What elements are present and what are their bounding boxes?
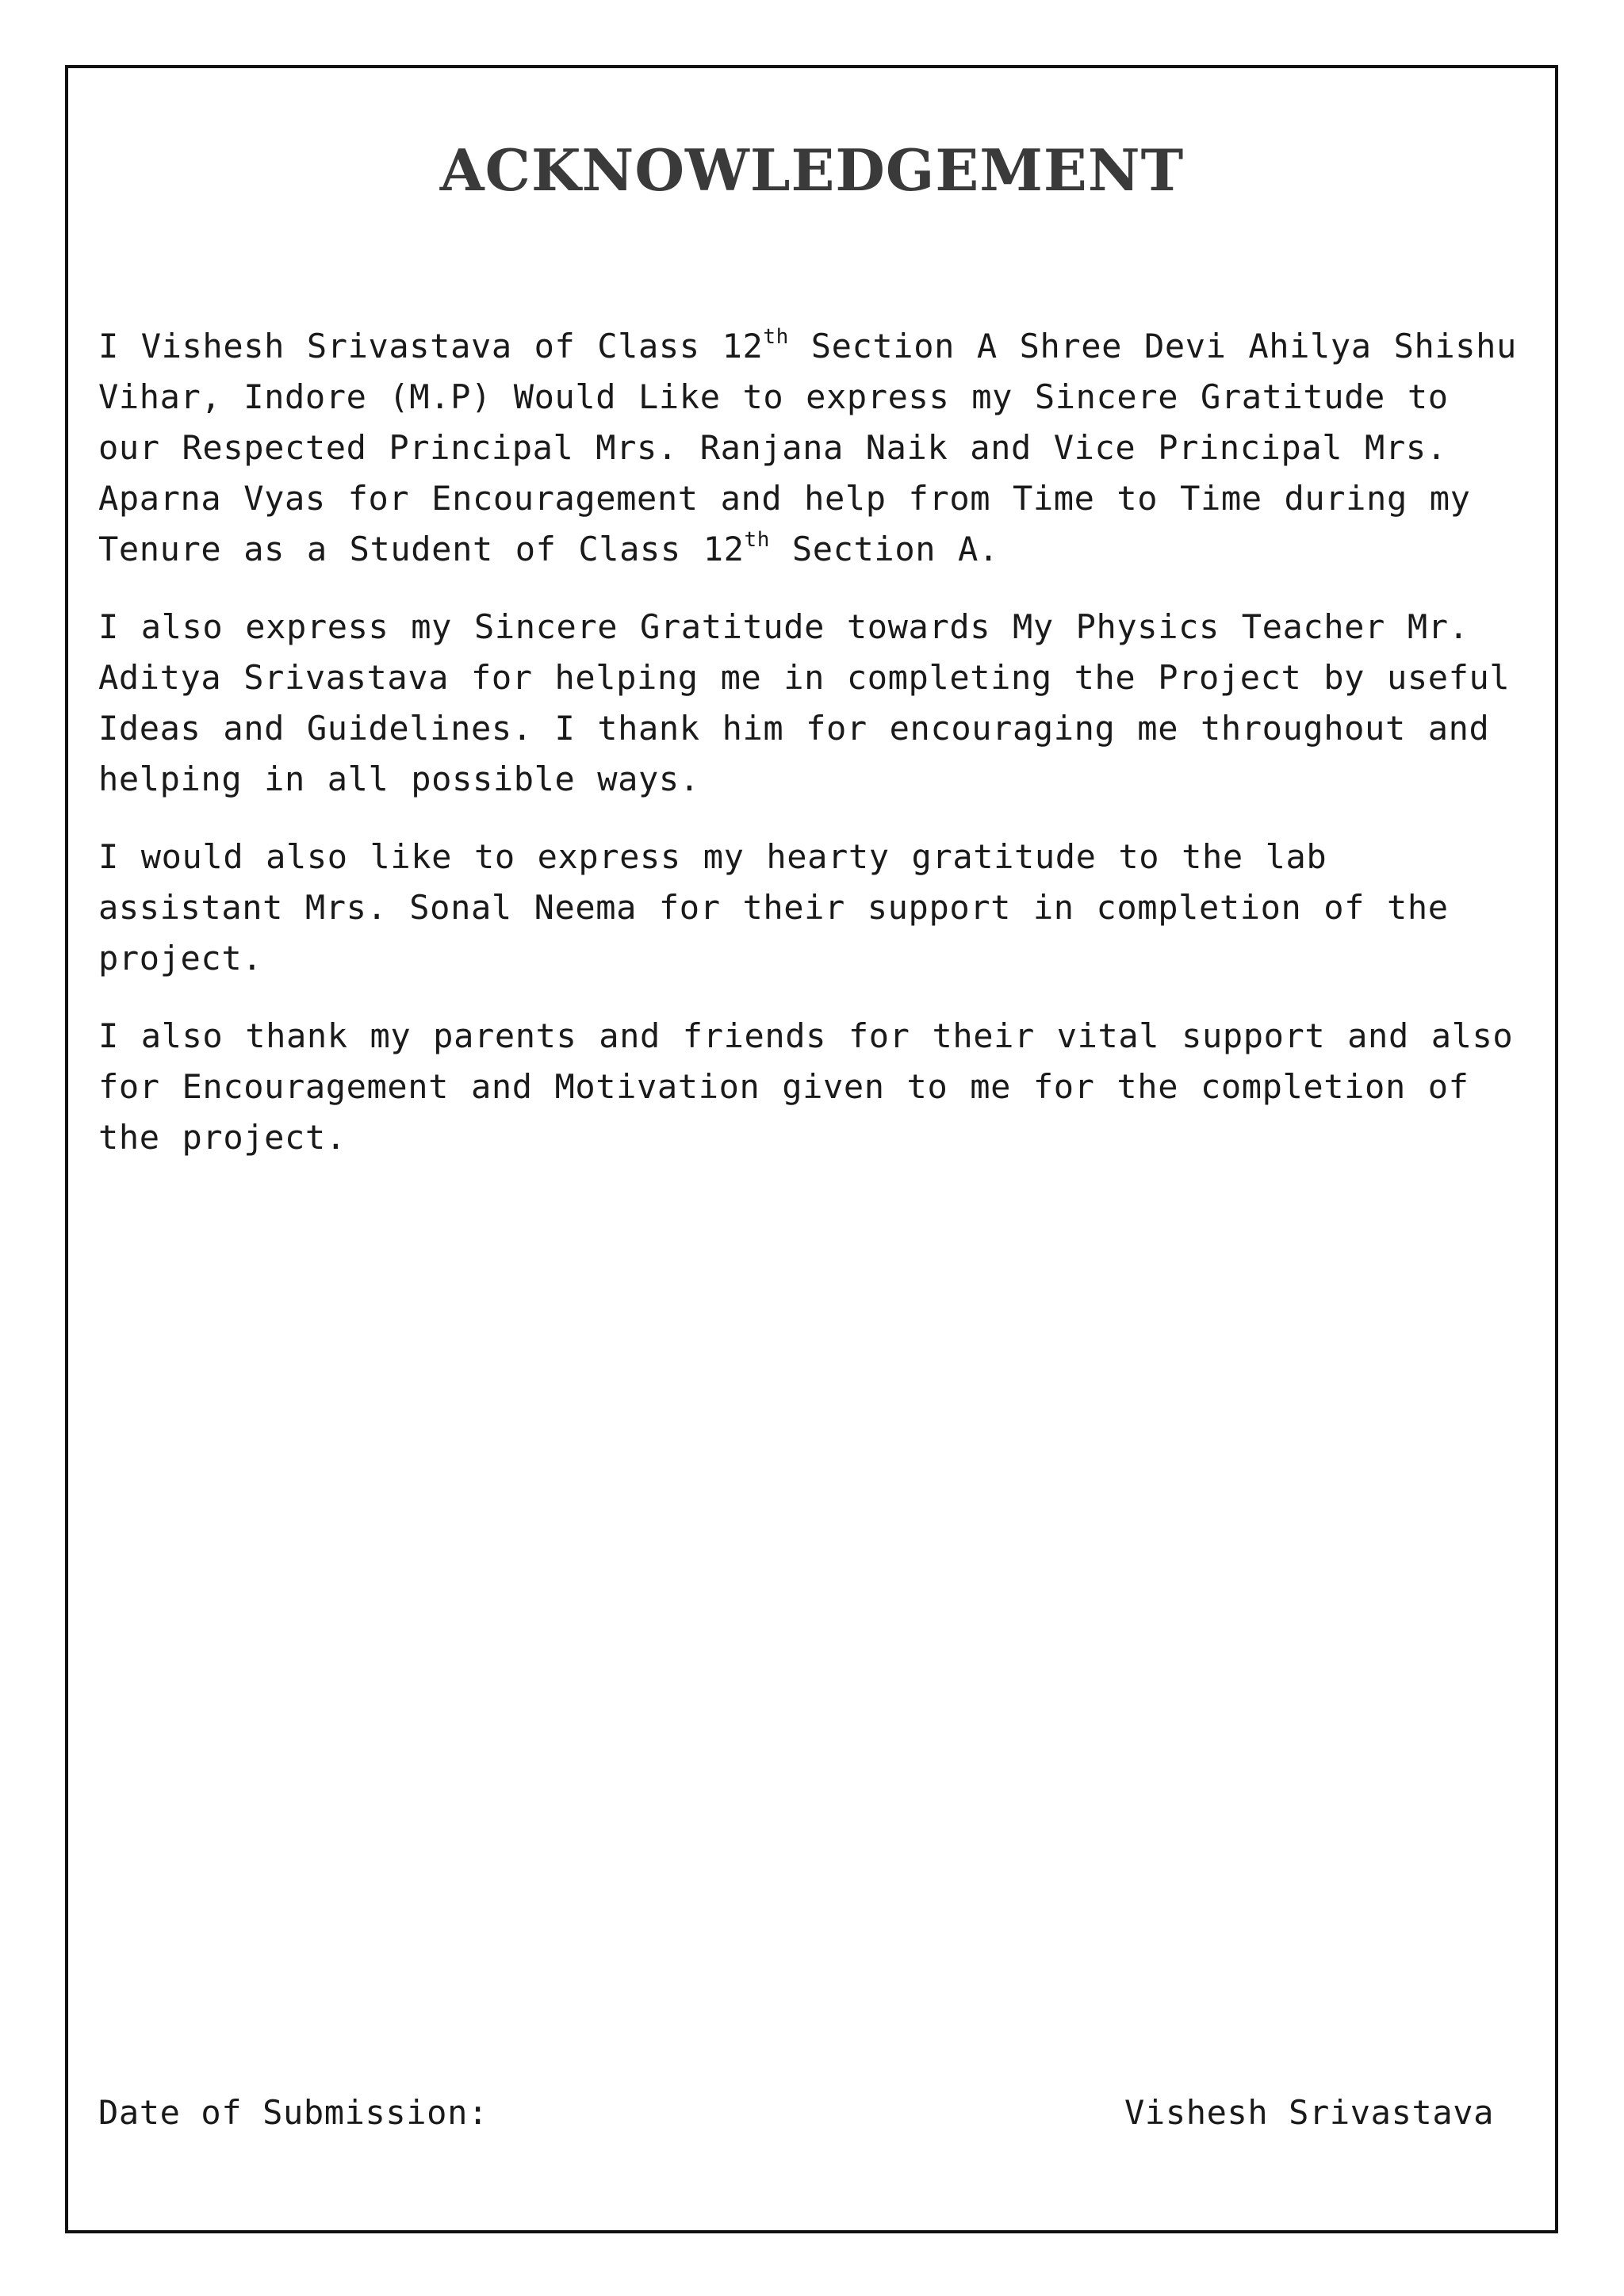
paragraph-1-part-a: I Vishesh Srivastava of Class 12 bbox=[98, 327, 764, 365]
signature-name: Vishesh Srivastava bbox=[1124, 2093, 1494, 2132]
document-title: ACKNOWLEDGEMENT bbox=[439, 136, 1185, 204]
footer bbox=[98, 2093, 1494, 2132]
paragraph-2: I also express my Sincere Gratitude towards My Physics Teacher Mr. Aditya Srivastava for helping me in completing the Project by useful Ideas and Guidelines. I thank him for encouraging me throughout and helping in all possible ways. bbox=[98, 607, 1511, 798]
paragraph-4: I also thank my parents and friends for their vital support and also for Encouragement and Motivation given to me for the completion of the project. bbox=[98, 1016, 1514, 1157]
paragraph-1-part-c: Section A. bbox=[770, 530, 999, 568]
superscript-th: th bbox=[763, 325, 789, 349]
acknowledgement-body bbox=[98, 321, 1526, 1190]
paragraph-1 bbox=[98, 321, 1526, 575]
superscript-th: th bbox=[744, 528, 770, 552]
paragraph-3: I would also like to express my hearty gratitude to the lab assistant Mrs. Sonal Neema for their support in completion of the project. bbox=[98, 837, 1449, 978]
date-of-submission-label: Date of Submission: bbox=[98, 2093, 488, 2132]
paragraph-1-part-b: Section A Shree Devi Ahilya Shishu Vihar, Indore (M.P) Would Like to express my Sincere Gratitude to our Respected Principal Mrs. Ranjana Naik and Vice Principal Mrs. Aparna Vyas for Encouragement and help from Time to Time during my Tenure as a Student of Class 12 bbox=[98, 327, 1517, 568]
